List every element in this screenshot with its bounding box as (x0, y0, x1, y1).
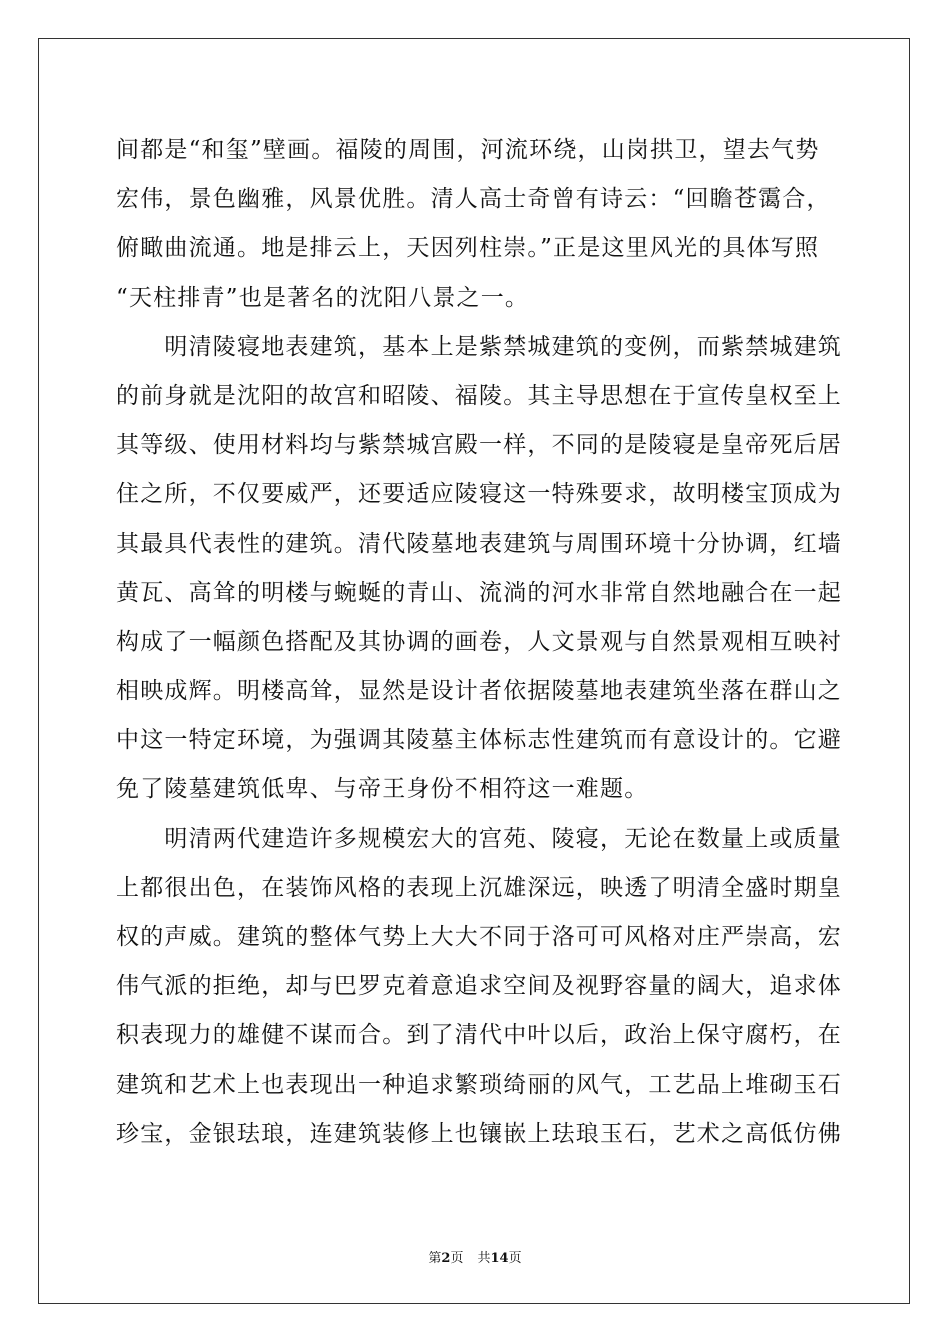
text-line: 权的声威。建筑的整体气势上大大不同于洛可可风格对庄严崇高，宏 (116, 924, 842, 950)
paragraph (116, 323, 842, 815)
page-footer (0, 1247, 950, 1266)
text-line: 珍宝，金银珐琅，连建筑装修上也镶嵌上珐琅玉石，艺术之高低仿佛 (116, 1120, 842, 1147)
text-line: 积表现力的雄健不谋而合。到了清代中叶以后，政治上保守腐朽，在 (116, 1022, 842, 1049)
text-line: 相映成辉。明楼高耸，显然是设计者依据陵墓地表建筑坐落在群山之 (116, 678, 842, 705)
text-line: “天柱排青”也是著名的沈阳八景之一。 (116, 284, 530, 311)
text-line: 构成了一幅颜色搭配及其协调的画卷，人文景观与自然景观相互映衬 (116, 628, 842, 655)
text-line: 其最具代表性的建筑。清代陵墓地表建筑与周围环境十分协调，红墙 (116, 530, 842, 557)
text-line: 建筑和艺术上也表现出一种追求繁琐绮丽的风气，工艺品上堆砌玉石 (116, 1071, 842, 1098)
text-line: 伟气派的拒绝，却与巴罗克着意追求空间及视野容量的阔大，追求体 (116, 973, 842, 1000)
text-line: 间都是“和玺”壁画。福陵的周围，河流环绕，山岗拱卫，望去气势 (116, 137, 820, 163)
text-line: 免了陵墓建筑低卑、与帝王身份不相符这一难题。 (116, 776, 649, 803)
text-line: 黄瓦、高耸的明楼与蜿蜒的青山、流淌的河水非常自然地融合在一起 (116, 579, 842, 606)
text-line: 宏伟，景色幽雅，风景优胜。清人高士奇曾有诗云：“回瞻苍霭合， (116, 186, 831, 213)
document-body (116, 126, 842, 1159)
text-line: 中这一特定环境，为强调其陵墓主体标志性建筑而有意设计的。它避 (116, 727, 842, 754)
text-line: 其等级、使用材料均与紫禁城宫殿一样，不同的是陵寝是皇帝死后居 (116, 432, 842, 459)
text-line: 的前身就是沈阳的故宫和昭陵、福陵。其主导思想在于宣传皇权至上 (116, 382, 842, 409)
paragraph (116, 126, 834, 323)
paragraph (116, 815, 842, 1159)
text-line: 上都很出色，在装饰风格的表现上沉雄深远，映透了明清全盛时期皇 (116, 874, 842, 901)
page-number-label: 第2页 (428, 1251, 464, 1266)
total-pages-label: 共14页 (477, 1251, 522, 1266)
text-line: 住之所，不仅要威严，还要适应陵寝这一特殊要求，故明楼宝顶成为 (116, 481, 842, 508)
text-line: 明清两代建造许多规模宏大的宫苑、陵寝，无论在数量上或质量 (116, 825, 842, 852)
text-line: 明清陵寝地表建筑，基本上是紫禁城建筑的变例，而紫禁城建筑 (116, 333, 842, 360)
text-line: 俯瞰曲流通。地是排云上，天因列柱崇。”正是这里风光的具体写照 (116, 235, 820, 262)
